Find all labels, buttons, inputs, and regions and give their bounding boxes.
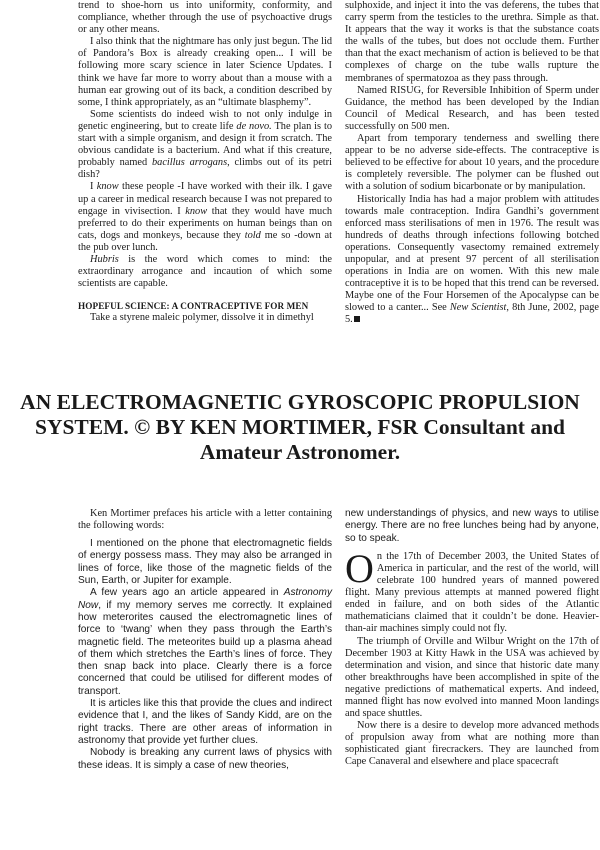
- drop-cap: O: [345, 545, 374, 591]
- title-line: AN ELECTROMAGNETIC GYROSCOPIC PROPULSION: [20, 390, 580, 414]
- quote-paragraph: I mentioned on the phone that electromagnetic fields of energy possess mass. They may also be arranged in lines of force, like those of the magnetic fields of the Sun, Earth, or Jupiter for example.: [78, 538, 332, 587]
- paragraph: I know these people -I have worked with their ilk. I gave up a career in medical research because I was not prepared to engage in vivisection. I know that they would have much preferred to do their experiments on human beings than on cats, dogs and monkeys, because they told me so -down at the pub over lunch.: [78, 181, 332, 253]
- paragraph: trend to shoe-horn us into uniformity, conformity, and compliance, whether through the use of psychoactive drugs or any other means.: [78, 0, 332, 36]
- quote-paragraph: new understandings of physics, and new ways to utilise energy. There are no free lunches being had by anyone, so to speak.: [345, 508, 599, 544]
- bottom-left-column: [78, 508, 332, 772]
- paragraph: On the 17th of December 2003, the United States of America in particular, and the rest of the world, will celebrate 100 hundred years of manned powered flight. Many previous attempts at manned powered flight ended in failure, and on both sides of the Atlantic mathematicians claimed that it couldn’t be done. Heavier-than-air machines simply could not fly.: [345, 545, 599, 635]
- quote-paragraph: Nobody is breaking any current laws of physics with these ideas. It is simply a case of new theories,: [78, 747, 332, 771]
- paragraph: Apart from temporary tenderness and swelling there appear to be no adverse side-effects. The contraceptive is believed to be effective for about 10 years, and the procedure is completely reversible. The polymer can be flushed out with a solution of sodium bicarbonate or by manipulation.: [345, 133, 599, 193]
- paragraph: Named RISUG, for Reversible Inhibition of Sperm under Guidance, the method has been developed by the Indian Council of Medical Research, and has been tested successfully on 500 men.: [345, 84, 599, 132]
- paragraph: Hubris is the word which comes to mind: the extraordinary arrogance and incaution of which some scientists are capable.: [78, 253, 332, 290]
- paragraph: Historically India has had a major problem with attitudes towards male contraception. Indira Gandhi’s government enforced mass sterilisations of men in 1976. The result was hundreds of deaths through infections following botched operations. Consequently vasectomy remained extremely unpopular, and at present 97 percent of all sterilisation operations in India are on women. With this new male contraceptive it is to be hoped that this trend can be reversed. Maybe one of the Four Horsemen of the Apocalypse can be slowed to a canter... See New Scientist, 8th June, 2002, page 5.: [345, 193, 599, 326]
- title-line: Amateur Astronomer.: [199, 440, 401, 464]
- quote-paragraph: A few years ago an article appeared in Astronomy Now, if my memory serves me correctly. It explained how meterorites caused the electromagnetic lines of force to ‘twang’ when they pass through the Earth’s magnetic field. The meteorites build up a plasma ahead of them which stretches the Earth’s lines of force. They then snap back into place. Clearly there is a force concerned that could be utilised for different modes of transport.: [78, 587, 332, 697]
- quote-paragraph: It is articles like this that provide the clues and indirect evidence that I, and the likes of Sandy Kidd, are on the right tracks. There are other areas of information in astronomy that provide yet further clues.: [78, 698, 332, 746]
- paragraph: The triumph of Orville and Wilbur Wright on the 17th of December 1903 at Kitty Hawk in the USA was achieved by determination and vision, and since that historic date many other breakthroughs have been accomplished in spite of the negative predictions of mathematical experts. And indeed, manned flight has now evolved into manned Moon landings and space shuttles.: [345, 635, 599, 720]
- top-right-column: [345, 0, 599, 327]
- end-mark-icon: [354, 316, 360, 322]
- paragraph: I also think that the nightmare has only just begun. The lid of Pandora’s Box is already creaking open... I will be following more scary science in later Science Updates. I think we have far more to worry about than a mouse with a human ear growing out of its back, a condition described by some, I think appropriately, as an “ultimate blasphemy”.: [78, 36, 332, 108]
- section-subheading: HOPEFUL SCIENCE: A CONTRACEPTIVE FOR MEN: [78, 301, 309, 312]
- paragraph: sulphoxide, and inject it into the vas deferens, the tubes that carry sperm from the testicles to the urethra. Simple as that. It appears that the way it works is that the substance coats the walls of the tubes, but does not occlude them. Further than that the exact mechanism of action is believed to be that complexes of charge on the tube walls rupture the membranes of spermatozoa as they pass through.: [345, 0, 599, 84]
- paragraph: Some scientists do indeed wish to not only indulge in genetic engineering, but to create life de novo. The plan is to start with a simple organism, and design it from scratch. The obvious candidate is a bacterium. And what if this creature, probably named bacillus arrogans, climbs out of its petri dish?: [78, 108, 332, 181]
- intro-paragraph: Ken Mortimer prefaces his article with a letter containing the following words:: [78, 508, 332, 532]
- article-title: [20, 390, 580, 465]
- title-line: SYSTEM. © BY KEN MORTIMER, FSR Consultant and: [34, 415, 565, 439]
- paragraph: Take a styrene maleic polymer, dissolve it in dimethyl: [90, 312, 314, 324]
- paragraph: Now there is a desire to develop more advanced methods of propulsion away from what are nothing more than sophisticated giant firecrackers. They are launched from Cape Canaveral and elsewhere and place spacecraft: [345, 720, 599, 768]
- bottom-right-column: [345, 508, 599, 769]
- top-left-column: [78, 0, 332, 324]
